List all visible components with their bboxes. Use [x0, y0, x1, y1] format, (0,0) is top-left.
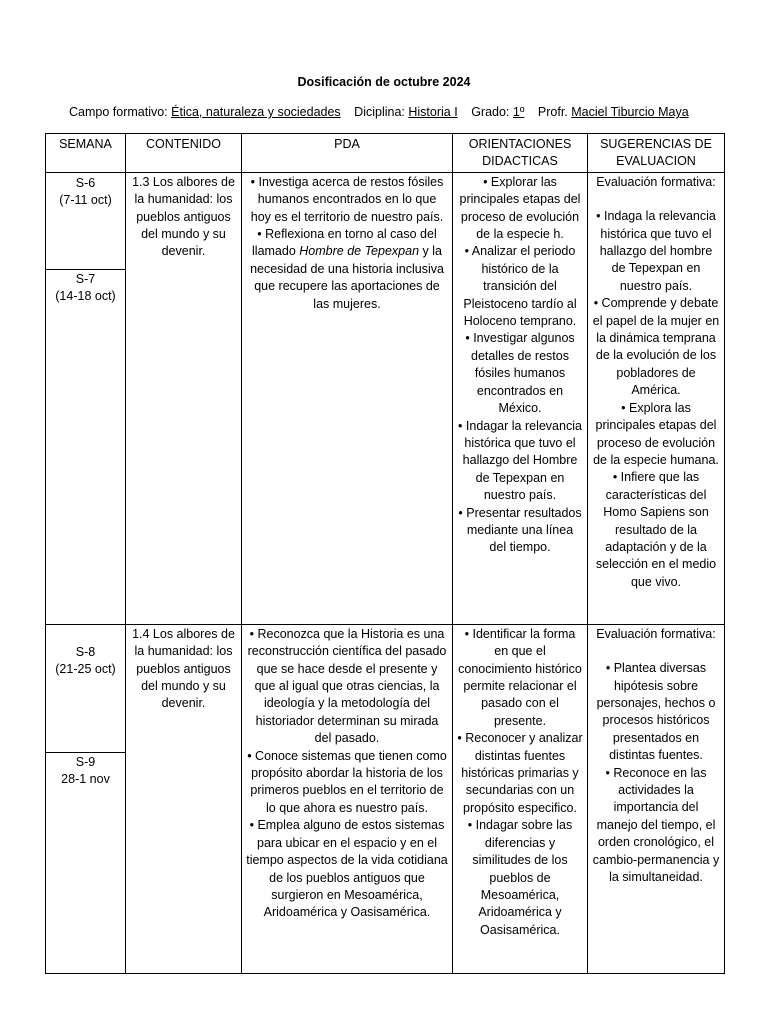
orientacion-item: • Investigar algunos detalles de restos fósiles humanos encontrados en México.	[465, 331, 575, 416]
orientaciones-cell	[453, 624, 588, 973]
sugerencia-item: • Comprende y debate el papel de la mujer en la dinámica temprana de la evolución de los pobladores de América.	[592, 296, 720, 398]
orientacion-item: • Indagar sobre las diferencias y similitudes de los pueblos de Mesoamérica, Aridoamérica y Oasisamérica.	[467, 818, 573, 937]
week-divider	[46, 752, 125, 753]
pda-cell	[242, 172, 453, 624]
profr-value: Maciel Tiburcio Maya	[571, 105, 689, 119]
contenido-cell: 1.4 Los albores de la humanidad: los pueblos antiguos del mundo y su devenir.	[126, 624, 242, 973]
header-sugerencias: SUGERENCIAS DE EVALUACION	[588, 134, 725, 173]
pda-item: • Investiga acerca de restos fósiles humanos encontrados en lo que hoy es el territorio de nuestro país.	[250, 174, 444, 224]
header-semana: SEMANA	[46, 134, 126, 173]
semana-cell	[46, 624, 126, 973]
profr-label: Profr.	[537, 105, 568, 119]
week-s6: S-6 (7-11 oct)	[59, 175, 112, 208]
grado-label: Grado:	[471, 105, 510, 119]
orientacion-item: • Indagar la relevancia histórica que tuvo el hallazgo del Hombre de Tepexpan en nuestro país.	[458, 418, 582, 503]
sugerencia-item: • Reconoce en las actividades la importancia del manejo del tiempo, el orden cronológico, el cambio-permanencia y la simultaneidad.	[592, 765, 720, 885]
week-s8: S-8 (21-25 oct)	[55, 644, 116, 677]
header-orientaciones: ORIENTACIONES DIDACTICAS	[453, 134, 588, 173]
sugerencias-label: Evaluación formativa:	[596, 174, 716, 189]
sugerencias-label: Evaluación formativa:	[596, 626, 716, 641]
sugerencias-cell	[588, 624, 725, 973]
sugerencia-item: • Explora las principales etapas del proceso de evolución de la especie humana.	[593, 400, 719, 467]
contenido-cell: 1.3 Los albores de la humanidad: los pueblos antiguos del mundo y su devenir.	[126, 172, 242, 624]
pda-item: • Emplea alguno de estos sistemas para ubicar en el espacio y en el tiempo aspectos de la vida cotidiana de los pueblos antiguos que surgieron en Mesoamérica, Aridoamérica y Oasisamérica.	[246, 818, 448, 920]
sugerencia-item: • Plantea diversas hipótesis sobre personajes, hechos o procesos históricos presentados en distintas fuentes.	[596, 661, 716, 763]
semana-cell	[46, 172, 126, 624]
document-meta	[69, 105, 689, 119]
campo-label: Campo formativo:	[69, 105, 168, 119]
disciplina-label: Diciplina:	[354, 105, 405, 119]
table-row	[46, 624, 725, 973]
pda-item: • Reflexiona en torno al caso del llamado Hombre de Tepexpan y la necesidad de una historia inclusiva que recupere las aportaciones de las mujeres.	[250, 227, 444, 311]
document-title: Dosificación de octubre 2024	[297, 75, 471, 89]
pda-item: • Conoce sistemas que tienen como propósito abordar la historia de los primeros pueblos en el territorio de lo que ahora es nuestro país.	[247, 748, 447, 815]
disciplina-value: Historia I	[408, 105, 458, 119]
campo-value: Ética, naturaleza y sociedades	[171, 105, 341, 119]
table-header-row	[46, 134, 725, 173]
pda-item: • Reconozca que la Historia es una reconstrucción científica del pasado que se hace desde el presente y que al igual que otras ciencias, la ideología y la metodología del historiador determinan su mirada del pasado.	[247, 626, 447, 746]
table-row	[46, 172, 725, 624]
orientacion-item: • Analizar el periodo histórico de la transición del Pleistoceno tardío al Holoceno temprano.	[463, 244, 577, 329]
week-s9: S-9 28-1 nov	[61, 754, 110, 787]
header-contenido: CONTENIDO	[126, 134, 242, 173]
orientacion-item: • Presentar resultados mediante una línea del tiempo.	[458, 505, 582, 555]
orientacion-item: • Explorar las principales etapas del proceso de evolución de la especie h.	[459, 174, 581, 242]
sugerencias-cell	[588, 172, 725, 624]
grado-value: 1º	[512, 105, 525, 119]
week-divider	[46, 269, 125, 270]
sugerencia-item: • Indaga la relevancia histórica que tuvo el hallazgo del hombre de Tepexpan en nuestro país.	[596, 209, 716, 293]
sugerencia-item: • Infiere que las características del Homo Sapiens son resultado de la adaptación y de la selección en el medio que vivo.	[595, 470, 717, 589]
dosificacion-table	[45, 133, 725, 974]
pda-cell	[242, 624, 453, 973]
orientacion-item: • Reconocer y analizar distintas fuentes históricas primarias y secundarias con un propósito especifico.	[457, 731, 583, 815]
week-s7: S-7 (14-18 oct)	[55, 271, 116, 304]
orientaciones-cell	[453, 172, 588, 624]
orientacion-item: • Identificar la forma en que el conocimiento histórico permite relacionar el pasado con el presente.	[458, 626, 582, 728]
header-pda: PDA	[242, 134, 453, 173]
